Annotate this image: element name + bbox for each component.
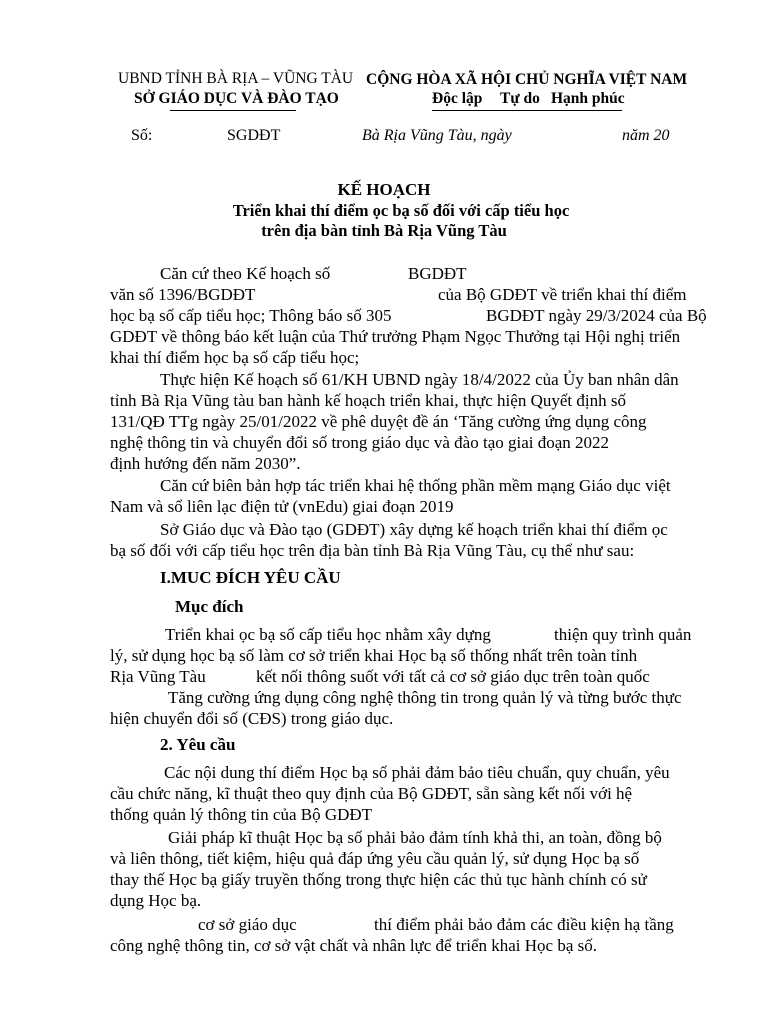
- document-date-year: năm 20: [622, 127, 670, 144]
- text-line: Căn cứ biên bản hợp tác triển khai hệ thống phần mềm mạng Giáo dục việt: [160, 476, 671, 495]
- motto-underline: [432, 110, 622, 111]
- text-line: Căn cứ theo Kế hoạch số: [160, 264, 331, 283]
- text-line: nghệ thông tin và chuyển đổi số trong giáo dục và đào tạo giai đoạn 2022: [110, 433, 610, 452]
- text-line: thống quản lý thông tin của Bộ GDĐT: [110, 805, 373, 824]
- text-line: công nghệ thông tin, cơ sở vật chất và nhân lực để triển khai Học bạ số.: [110, 936, 598, 955]
- paragraph-implementation: [110, 369, 722, 474]
- section-heading-purpose: I.MUC ĐÍCH YÊU CẦU: [160, 568, 341, 587]
- text-line: Nam và sổ liên lạc điện tử (vnEdu) giai đoạn 2019: [110, 497, 454, 516]
- text-line: BGDĐT: [408, 264, 467, 283]
- document-title: KẾ HOẠCH: [337, 180, 431, 199]
- text-line: Thực hiện Kế hoạch số 61/KH UBND ngày 18/4/2022 của Ủy ban nhân dân: [160, 370, 679, 389]
- document-date-place: Bà Rịa Vũng Tàu, ngày: [362, 127, 512, 144]
- text-line: bạ số đối với cấp tiểu học trên địa bàn tỉnh Bà Rịa Vũng Tàu, cụ thể như sau:: [110, 541, 635, 560]
- document-number-code: SGDĐT: [227, 127, 281, 144]
- text-line: văn số 1396/BGDĐT: [110, 285, 256, 304]
- text-line: thí điểm phải bảo đảm các điều kiện hạ tầng: [374, 915, 674, 934]
- agency-name: UBND TỈNH BÀ RỊA – VŨNG TÀU: [118, 70, 354, 87]
- text-line: cơ sở giáo dục: [198, 915, 297, 934]
- paragraph-requirements-1: [110, 762, 722, 825]
- text-line: 131/QĐ TTg ngày 25/01/2022 về phê duyệt đề án ‘Tăng cường ứng dụng công: [110, 412, 647, 431]
- text-line: Giải pháp kĩ thuật Học bạ số phải bảo đảm tính khả thi, an toàn, đồng bộ: [168, 828, 662, 847]
- text-line: hiện chuyển đổi số (CĐS) trong giáo dục.: [110, 709, 394, 728]
- paragraph-requirements-3: [110, 914, 722, 956]
- motto-part-3: Hạnh phúc: [551, 90, 625, 107]
- text-line: GDĐT về thông báo kết luận của Thứ trưởng Phạm Ngọc Thưởng tại Hội nghị triển: [110, 327, 681, 346]
- paragraph-cooperation: [110, 475, 722, 517]
- text-line: thay thế Học bạ giấy truyền thống trong thực hiện các thủ tục hành chính có sử: [110, 870, 647, 889]
- text-line: Tăng cường ứng dụng công nghệ thông tin trong quản lý và từng bước thực: [168, 688, 682, 707]
- paragraph-purpose-2: [110, 687, 722, 729]
- motto-part-1: Độc lập: [432, 90, 483, 107]
- text-line: kết nối thông suốt với tất cả cơ sở giáo dục trên toàn quốc: [256, 667, 650, 686]
- department-underline: [170, 110, 296, 111]
- paragraph-purpose-1: [110, 624, 722, 687]
- text-line: Triển khai ọc bạ số cấp tiểu học nhằm xây dựng: [165, 625, 491, 644]
- text-line: học bạ số cấp tiểu học; Thông báo số 305: [110, 306, 392, 325]
- document-subtitle-line-2: trên địa bàn tỉnh Bà Rịa Vũng Tàu: [261, 221, 507, 240]
- text-line: của Bộ GDĐT về triển khai thí điểm: [438, 285, 687, 304]
- text-line: cầu chức năng, kĩ thuật theo quy định của Bộ GDĐT, sẵn sàng kết nối với hệ: [110, 784, 633, 803]
- text-line: thiện quy trình quản: [554, 625, 692, 644]
- paragraph-plan-intro: [110, 519, 722, 561]
- subsection-heading-requirements: 2. Yêu cầu: [160, 735, 236, 754]
- text-line: lý, sử dụng học bạ số làm cơ sở triển khai Học bạ số thống nhất trên toàn tỉnh: [110, 646, 638, 665]
- text-line: Rịa Vũng Tàu: [110, 667, 206, 686]
- text-line: và liên thông, tiết kiệm, hiệu quả đáp ứng yêu cầu quản lý, sử dụng Học bạ số: [110, 849, 640, 868]
- motto-part-2: Tự do: [500, 90, 540, 107]
- document-subtitle-line-1: Triển khai thí điểm ọc bạ số đối với cấp tiểu học: [232, 201, 570, 220]
- department-name: SỞ GIÁO DỤC VÀ ĐÀO TẠO: [134, 90, 339, 107]
- paragraph-legal-basis: [110, 263, 722, 368]
- text-line: dụng Học bạ.: [110, 891, 202, 910]
- subsection-heading-purpose: Mục đích: [175, 597, 244, 616]
- text-line: Sở Giáo dục và Đào tạo (GDĐT) xây dựng kế hoạch triển khai thí điểm ọc: [160, 520, 668, 539]
- text-line: BGDĐT ngày 29/3/2024 của Bộ: [486, 306, 707, 325]
- text-line: định hướng đến năm 2030”.: [110, 454, 301, 473]
- national-title: CỘNG HÒA XÃ HỘI CHỦ NGHĨA VIỆT NAM: [366, 71, 688, 88]
- document-number-label: Số:: [131, 127, 153, 144]
- text-line: khai thí điểm học bạ số cấp tiểu học;: [110, 348, 360, 367]
- text-line: tỉnh Bà Rịa Vũng tàu ban hành kế hoạch triển khai, thực hiện Quyết định số: [110, 391, 626, 410]
- text-line: Các nội dung thí điểm Học bạ số phải đảm bảo tiêu chuẩn, quy chuẩn, yêu: [164, 763, 670, 782]
- paragraph-requirements-2: [110, 827, 722, 911]
